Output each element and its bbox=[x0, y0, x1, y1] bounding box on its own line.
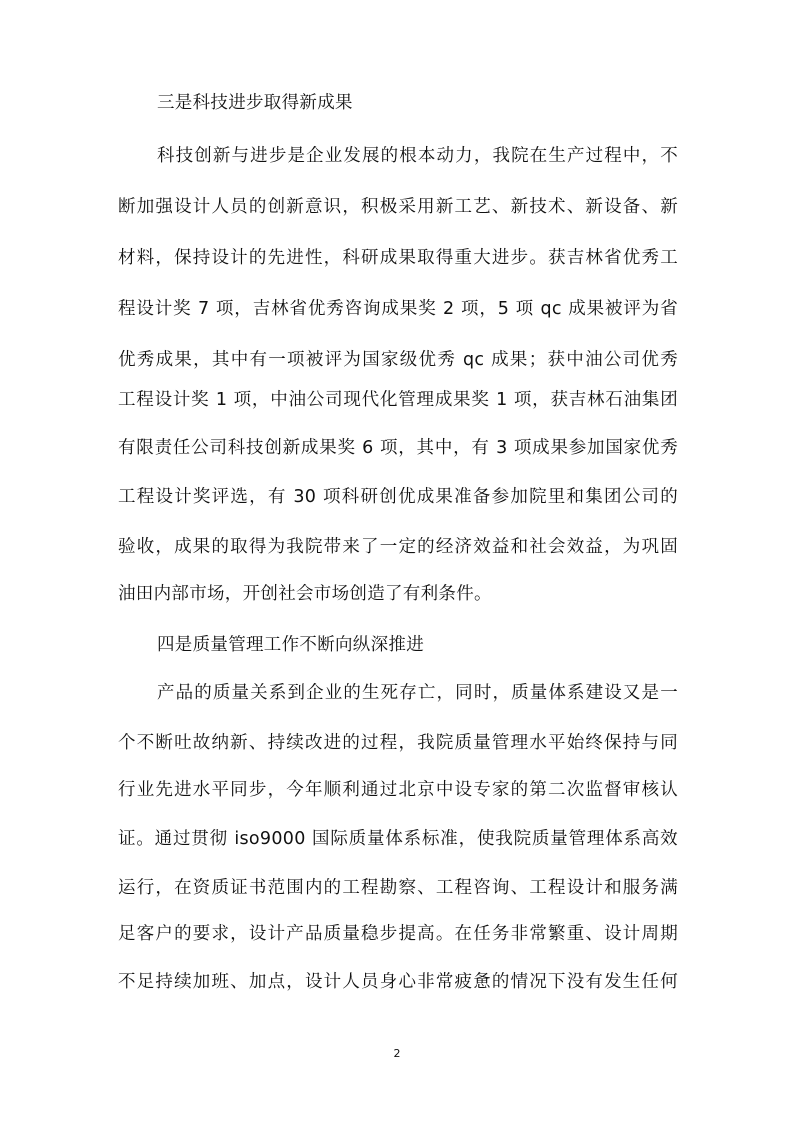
paragraph-line: 证。通过贯彻 iso9000 国际质量体系标准，使我院质量管理体系高效 bbox=[118, 829, 678, 849]
section-heading-3: 三是科技进步取得新成果 bbox=[157, 93, 353, 113]
paragraph-line: 运行，在资质证书范围内的工程勘察、工程咨询、工程设计和服务满 bbox=[118, 878, 678, 898]
paragraph-line: 油田内部市场，开创社会市场创造了有利条件。 bbox=[118, 584, 492, 604]
paragraph-line: 产品的质量关系到企业的生死存亡，同时，质量体系建设又是一 bbox=[157, 683, 678, 703]
paragraph-line: 工程设计奖评选，有 30 项科研创优成果准备参加院里和集团公司的 bbox=[118, 487, 678, 507]
paragraph-line: 优秀成果，其中有一项被评为国家级优秀 qc 成果；获中油公司优秀 bbox=[118, 350, 678, 370]
paragraph-line: 不足持续加班、加点，设计人员身心非常疲惫的情况下没有发生任何 bbox=[118, 972, 678, 992]
paragraph-line: 个不断吐故纳新、持续改进的过程，我院质量管理水平始终保持与同 bbox=[118, 733, 678, 753]
paragraph-line: 行业先进水平同步，今年顺利通过北京中设专家的第二次监督审核认 bbox=[118, 780, 678, 800]
paragraph-line: 足客户的要求，设计产品质量稳步提高。在任务非常繁重、设计周期 bbox=[118, 924, 678, 944]
paragraph-line: 有限责任公司科技创新成果奖 6 项，其中，有 3 项成果参加国家优秀 bbox=[118, 438, 678, 458]
paragraph-line: 材料，保持设计的先进性，科研成果取得重大进步。获吉林省优秀工 bbox=[118, 248, 678, 268]
section-heading-4: 四是质量管理工作不断向纵深推进 bbox=[157, 635, 424, 655]
paragraph-line: 验收，成果的取得为我院带来了一定的经济效益和社会效益，为巩固 bbox=[118, 537, 678, 557]
paragraph-line: 工程设计奖 1 项，中油公司现代化管理成果奖 1 项，获吉林石油集团 bbox=[118, 390, 678, 410]
paragraph-line: 程设计奖 7 项，吉林省优秀咨询成果奖 2 项，5 项 qc 成果被评为省 bbox=[118, 299, 678, 319]
page-number: 2 bbox=[393, 1047, 401, 1060]
paragraph-line: 断加强设计人员的创新意识，积极采用新工艺、新技术、新设备、新 bbox=[118, 197, 678, 217]
paragraph-line: 科技创新与进步是企业发展的根本动力，我院在生产过程中，不 bbox=[157, 146, 678, 166]
